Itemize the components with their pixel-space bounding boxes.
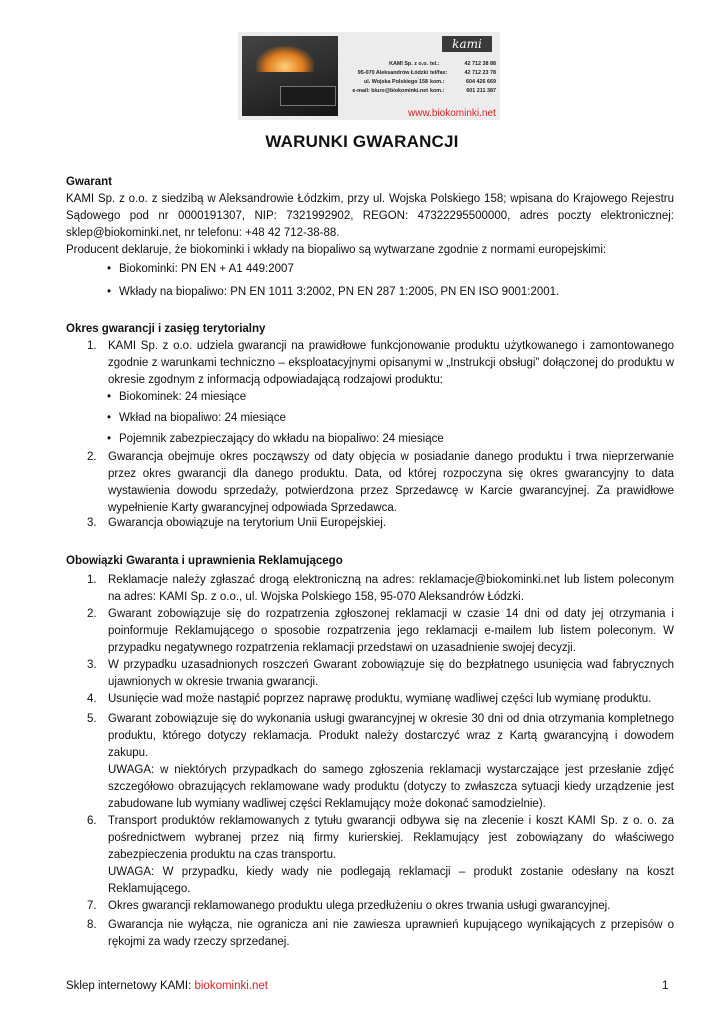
header-banner — [238, 32, 500, 120]
list-number: 1. — [87, 340, 97, 352]
address-line: e-mail: biuro@biokominki.net — [352, 88, 428, 94]
phone-row — [430, 69, 496, 78]
phone-value: 604 426 669 — [466, 79, 496, 85]
phone-value: 601 211 387 — [466, 88, 496, 94]
okres-item-3: Gwarancja obowiązuje na terytorium Unii Europejskiej. — [108, 517, 387, 529]
page-number: 1 — [662, 980, 669, 992]
fireplace-photo — [242, 36, 338, 116]
okres-item-1: KAMI Sp. z o.o. udziela gwarancji na prawidłowe funkcjonowanie produktu użytkowanego i zamontowanego zgodnie z warunkami techniczno – eksploatacyjnymi opisanymi w „Instrukcji obsługi” dołączonej do produktu w okresie zgodnym z informacją odpowiadającą rodzajowi produktu: — [108, 340, 674, 386]
phone-row — [430, 78, 496, 87]
norm-bullet: • Biokominki: PN EN + A1 449:2007 — [119, 261, 294, 278]
section-heading-gwarant: Gwarant — [66, 176, 113, 188]
phone-row — [430, 87, 496, 96]
footer-link[interactable]: biokominki.net — [194, 980, 268, 992]
obowiazki-item-1: Reklamacje należy zgłaszać drogą elektroniczną na adres: reklamacje@biokominki.net lub listem poleconym na adres: KAMI Sp. z o.o., ul. Wojska Polskiego 158, 95-070 Aleksandrów Łódzki. — [108, 574, 674, 603]
phone-value: 42 712 23 78 — [464, 70, 496, 76]
section-heading-okres: Okres gwarancji i zasięg terytorialny — [66, 323, 266, 335]
obowiazki-item-5-note: UWAGA: w niektórych przypadkach do samego zgłoszenia reklamacji wystarczające jest przesłanie zdjęć szczegółowo obrazujących reklamowane wady produktu (dotyczy to zwłaszcza sytuacji kiedy urządzenie jest zabudowane lub wymiany wadliwej części Reklamujący może dokonać samodzielnie). — [108, 764, 674, 810]
list-number: 6. — [87, 815, 97, 827]
address-line: ul. Wojska Polskiego 158 — [363, 79, 428, 85]
flame-image — [256, 46, 314, 72]
list-number: 4. — [87, 693, 97, 705]
phone-label: tel/fax: — [430, 70, 448, 76]
website-link[interactable]: www.biokominki.net — [408, 108, 496, 119]
phone-label: tel.: — [430, 61, 440, 67]
address-line: KAMI Sp. z o.o. — [389, 61, 428, 67]
obowiazki-item-4: Usunięcie wad może nastąpić poprzez naprawę produktu, wymianę wadliwej części lub wymianę produktu. — [108, 693, 652, 705]
obowiazki-item-6: Transport produktów reklamowanych z tytułu gwarancji odbywa się na zlecenie i koszt KAMI Sp. z o. o. za pośrednictwem wybranej przez nią firmy kurierskiej. Reklamujący jest zobowiązany do właściwego zabezpieczenia produktu na czas transportu. — [108, 815, 674, 861]
phone-value: 42 712 38 88 — [464, 61, 496, 67]
list-number: 2. — [87, 451, 97, 463]
phone-row — [430, 60, 496, 69]
okres-item-2: Gwarancja obejmuje okres począwszy od daty objęcia w posiadanie danego produktu i trwa nieprzerwanie przez okres gwarancji dla danego produktu. Data, od której rozpoczyna się okres gwarancyjny to data wystawienia dowodu sprzedaży, potwierdzona przez Sprzedawcę w Karcie gwarancyjnej. Za prawidłowe wypełnienie Karty gwarancyjnej odpowiada Sprzedawca. — [108, 451, 674, 514]
period-bullet: • Wkład na biopaliwo: 24 miesiące — [119, 410, 286, 427]
list-number: 8. — [87, 919, 97, 931]
obowiazki-item-8: Gwarancja nie wyłącza, nie ogranicza ani nie zawiesza uprawnień kupującego wynikających z przepisów o rękojmi za wady rzeczy sprzedanej. — [108, 919, 674, 948]
company-address — [342, 60, 428, 96]
company-logo: kami — [442, 36, 492, 52]
phone-label: kom.: — [430, 88, 445, 94]
list-number: 7. — [87, 900, 97, 912]
obowiazki-item-7: Okres gwarancji reklamowanego produktu ulega przedłużeniu o okres trwania usługi gwarancyjnej. — [108, 900, 611, 912]
section-heading-obowiazki: Obowiązki Gwaranta i uprawnienia Reklamującego — [66, 555, 343, 567]
obowiazki-item-6-note: UWAGA: W przypadku, kiedy wady nie podlegają reklamacji – produkt zostanie odesłany na koszt Reklamującego. — [108, 866, 674, 895]
address-line: 95-070 Aleksandrów Łódzki — [357, 70, 428, 76]
obowiazki-item-3: W przypadku uzasadnionych roszczeń Gwarant zobowiązuje się do bezpłatnego usunięcia wad fabrycznych ujawnionych w okresie trwania gwarancji. — [108, 659, 674, 688]
producer-declaration: Producent deklaruje, że biokominki i wkłady na biopaliwo są wytwarzane zgodnie z normami europejskimi: — [66, 244, 607, 256]
gwarant-paragraph: KAMI Sp. z o.o. z siedzibą w Aleksandrowie Łódzkim, przy ul. Wojska Polskiego 158; wpisana do Krajowego Rejestru Sądowego pod nr 0000191307, NIP: 7321992902, REGON: 47322295500000, adres poczty elektronicznej: sklep@biokominki.net, nr telefonu: +48 42 712-38-88. — [66, 193, 674, 239]
phone-label: kom.: — [430, 79, 445, 85]
obowiazki-item-2: Gwarant zobowiązuje się do rozpatrzenia zgłoszonej reklamacji w czasie 14 dni od daty jej otrzymania i poinformuje Reklamującego o sposobie rozpatrzenia jego reklamacji e-mailem lub listem poleconym. W przypadku negatywnego rozpatrzenia reklamacji przedstawi on uzasadnienie swojej decyzji. — [108, 608, 674, 654]
list-number: 1. — [87, 574, 97, 586]
norm-bullet: • Wkłady na biopaliwo: PN EN 1011 3:2002, PN EN 287 1:2005, PN EN ISO 9001:2001. — [119, 284, 559, 301]
footer-text: Sklep internetowy KAMI: — [66, 980, 195, 992]
document-title: WARUNKI GWARANCJI — [265, 132, 459, 151]
company-phones — [430, 60, 496, 96]
period-bullet: • Biokominek: 24 miesiące — [119, 389, 246, 406]
burner-image — [280, 86, 336, 106]
period-bullet: • Pojemnik zabezpieczający do wkładu na biopaliwo: 24 miesiące — [119, 431, 444, 448]
page-footer — [66, 980, 268, 992]
obowiazki-item-5: Gwarant zobowiązuje się do wykonania usługi gwarancyjnej w okresie 30 dni od dnia otrzymania kompletnego produktu, którego dotyczy reklamacja. Produkt należy dostarczyć wraz z Kartą gwarancyjną i dowodem zakupu. — [108, 713, 674, 759]
list-number: 5. — [87, 713, 97, 725]
list-number: 3. — [87, 659, 97, 671]
list-number: 2. — [87, 608, 97, 620]
list-number: 3. — [87, 517, 97, 529]
